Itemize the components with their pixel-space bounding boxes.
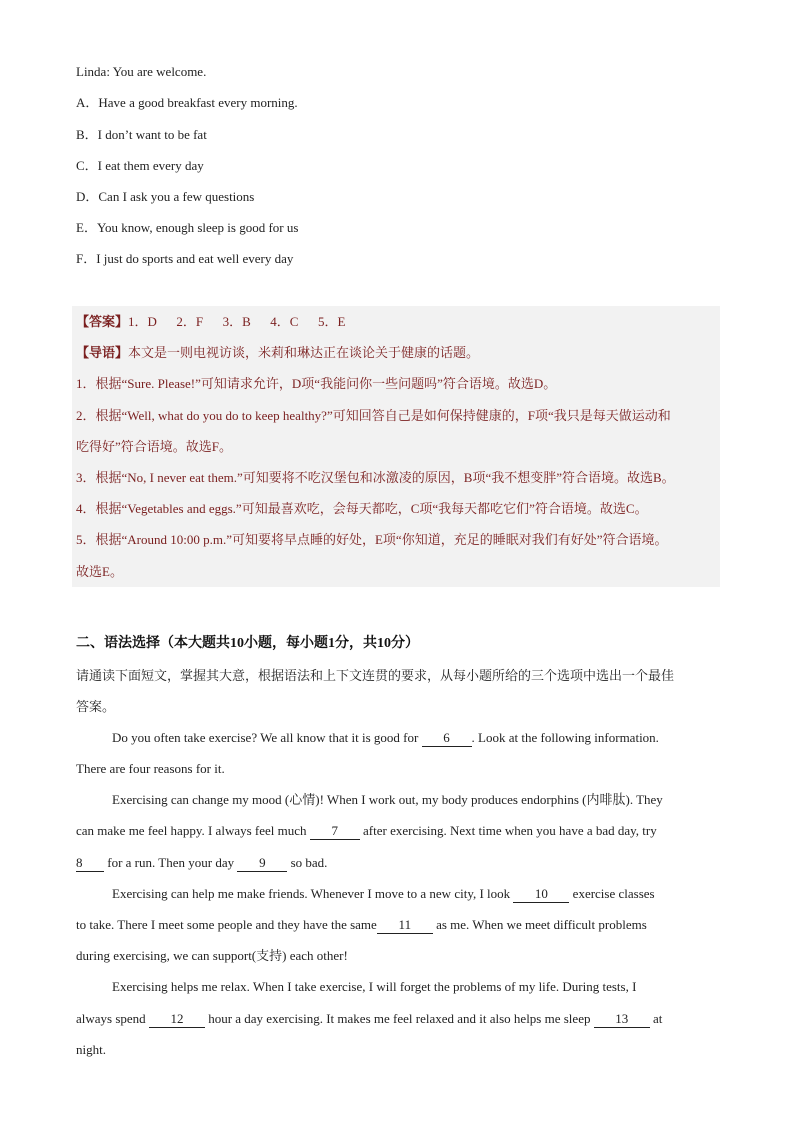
explanation-5a: 5．根据“Around 10:00 p.m.”可知要将早点睡的好处，E项“你知道，充足的睡眠对我们有好处”符合语境。 [76, 532, 668, 547]
instructions-a: 请通读下面短文，掌握其大意，根据语法和上下文连贯的要求，从每小题所给的三个选项中选出一个最佳 [76, 668, 675, 683]
guide-tag: 【导语】 [76, 345, 129, 360]
passage-line: There are four reasons for it. [76, 761, 225, 776]
passage-text: Do you often take exercise? We all know that it is good for [112, 730, 422, 745]
passage-text: as me. When we meet difficult problems [432, 917, 647, 932]
passage-text: can make me feel happy. I always feel much [76, 823, 310, 838]
blank-6[interactable]: 6 [422, 729, 472, 747]
passage-text: to take. There I meet some people and they have the same [76, 917, 377, 932]
guide-line [76, 343, 479, 363]
option-f: F．I just do sports and eat well every day [76, 251, 294, 266]
passage-line: Exercising can change my mood (心情)! When I work out, my body produces endorphins (内啡肽). They [112, 792, 663, 807]
passage-text: after exercising. Next time when you have a bad day, try [359, 823, 657, 838]
passage-text: Exercising can help me make friends. Whenever I move to a new city, I look [112, 886, 514, 901]
guide-text: 本文是一则电视访谈，米莉和琳达正在谈论关于健康的话题。 [128, 345, 480, 360]
blank-12[interactable]: 12 [149, 1010, 205, 1028]
answer-keys: 1．D 2．F 3．B 4．C 5．E [128, 314, 346, 329]
passage-text: at [649, 1011, 663, 1026]
passage-line [76, 821, 657, 841]
option-e: E．You know, enough sleep is good for us [76, 220, 299, 235]
passage-line [112, 728, 659, 748]
passage-line: during exercising, we can support(支持) each other! [76, 948, 348, 963]
blank-11[interactable]: 11 [377, 916, 433, 934]
passage-line [76, 915, 647, 935]
passage-line [112, 884, 655, 904]
dialogue-line: Linda: You are welcome. [76, 64, 207, 79]
explanation-2a: 2．根据“Well, what do you do to keep healthy?”可知回答自己是如何保持健康的，F项“我只是每天做运动和 [76, 408, 671, 423]
blank-13[interactable]: 13 [594, 1010, 650, 1028]
passage-text: always spend [76, 1011, 149, 1026]
option-b: B．I don’t want to be fat [76, 127, 207, 142]
passage-text: . Look at the following information. [471, 730, 659, 745]
answer-tag: 【答案】 [76, 314, 129, 329]
passage-text: exercise classes [569, 886, 655, 901]
passage-line [76, 853, 327, 873]
passage-line [76, 1009, 662, 1029]
explanation-3: 3．根据“No, I never eat them.”可知要将不吃汉堡包和冰激凌的原因，B项“我不想变胖”符合语境。故选B。 [76, 470, 675, 485]
blank-10[interactable]: 10 [513, 885, 569, 903]
answer-keys-line [76, 312, 345, 332]
explanation-4: 4．根据“Vegetables and eggs.”可知最喜欢吃，会每天都吃，C项“我每天都吃它们”符合语境。故选C。 [76, 501, 648, 516]
passage-text: hour a day exercising. It makes me feel relaxed and it also helps me sleep [204, 1011, 594, 1026]
option-a: A．Have a good breakfast every morning. [76, 95, 298, 110]
instructions-b: 答案。 [76, 699, 116, 714]
explanation-5b: 故选E。 [76, 564, 123, 579]
section-title: 二、语法选择（本大题共10小题，每小题1分，共10分） [76, 636, 419, 651]
passage-text: for a run. Then your day [104, 855, 238, 870]
option-c: C．I eat them every day [76, 158, 204, 173]
blank-9[interactable]: 9 [237, 854, 287, 872]
option-d: D．Can I ask you a few questions [76, 189, 255, 204]
blank-8[interactable]: 8 [76, 854, 104, 872]
explanation-2b: 吃得好”符合语境。故选F。 [76, 439, 233, 454]
passage-line: night. [76, 1042, 106, 1057]
explanation-1: 1．根据“Sure. Please!”可知请求允许，D项“我能问你一些问题吗”符合语境。故选D。 [76, 376, 557, 391]
passage-line: Exercising helps me relax. When I take exercise, I will forget the problems of my life. During tests, I [112, 979, 637, 994]
passage-text: so bad. [287, 855, 328, 870]
blank-7[interactable]: 7 [310, 822, 360, 840]
